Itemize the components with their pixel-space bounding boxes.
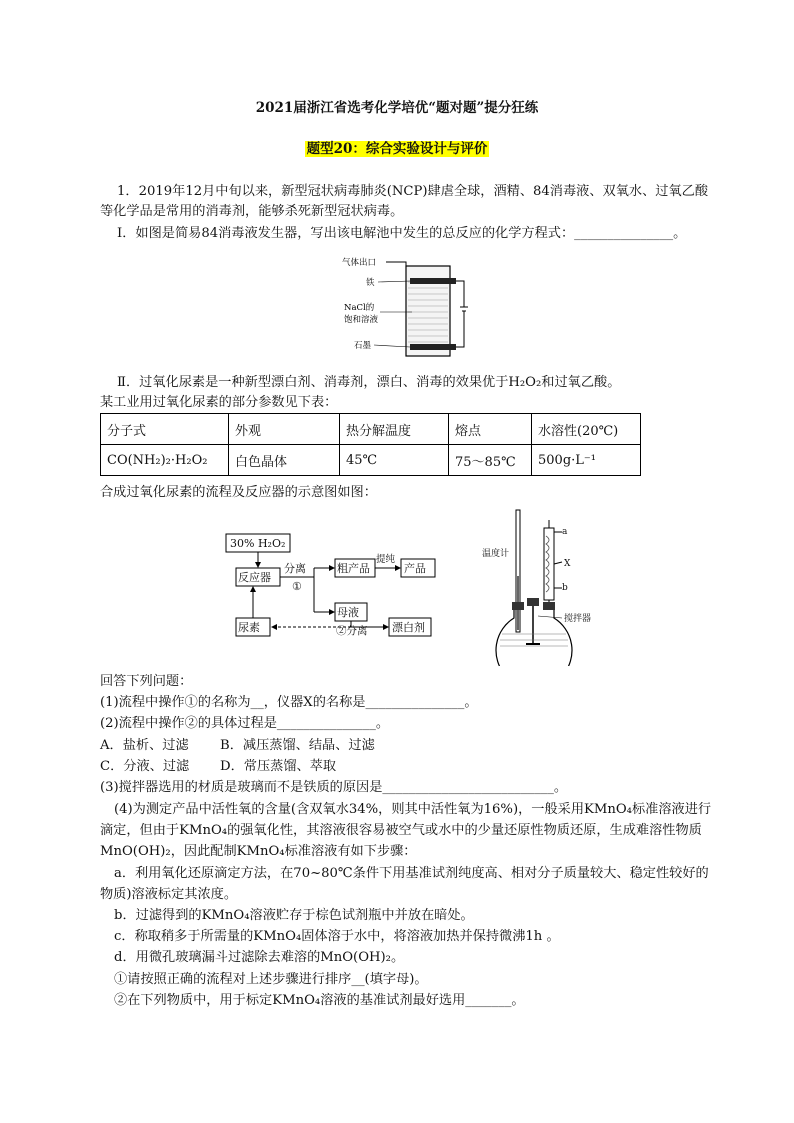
crude-label: 粗产品 <box>337 562 370 575</box>
three-neck-flask <box>496 610 572 666</box>
question-4-line2: 滴定，但由于KMnO₄的强氧化性，其溶液很容易被空气或水中的少量还原性物质还原，生成难溶性物质 <box>100 823 702 838</box>
question-4-line3: MnO(OH)₂，因此配制KMnO₄标准溶液有如下步骤： <box>100 844 417 859</box>
question-4-line1: (4)为测定产品中活性氧的含量(含双氧水34%，则其中活性氧为16%)，一般采用KMnO₄标准溶液进行 <box>114 802 712 817</box>
page-subtitle: 题型20：综合实验设计与评价 <box>306 141 488 157</box>
q1-part1: Ⅰ．如图是简易84消毒液发生器，写出该电解池中发生的总反应的化学方程式：_______________。 <box>117 226 687 241</box>
q1-intro-line2: 等化学品是常用的消毒剂，能够杀死新型冠状病毒。 <box>100 204 404 219</box>
bleach-label: 漂白剂 <box>392 621 425 634</box>
label-b: b <box>562 583 568 593</box>
purify-label: 提纯 <box>376 554 396 565</box>
option-a: A．盐析、过滤 <box>100 738 189 753</box>
option-c: C．分液、过滤 <box>100 759 190 774</box>
h2o2-label: 30% H₂O₂ <box>230 537 286 550</box>
graphite-electrode <box>410 344 456 350</box>
flow-intro: 合成过氧化尿素的流程及反应器的示意图如图： <box>100 485 377 500</box>
subtitle-wrap <box>0 137 794 157</box>
table-header-cell: 熔点 <box>449 414 532 445</box>
gas-tube <box>386 262 406 268</box>
label-nacl-1: NaCl的 <box>344 303 375 313</box>
q1-part2-line2: 某工业用过氧化尿素的部分参数见下表： <box>100 395 338 410</box>
label-graphite: 石墨 <box>354 341 372 351</box>
step-d: d．用微孔玻璃漏斗过滤除去难溶的MnO(OH)₂。 <box>114 950 405 965</box>
label-gas-outlet: 气体出口 <box>342 258 377 268</box>
step-a-line1: a．利用氧化还原滴定方法，在70~80℃条件下用基准试剂纯度高、相对分子质量较大、稳定性较好的 <box>114 866 709 881</box>
table-cell: 白色晶体 <box>229 445 340 476</box>
question-1: (1)流程中操作①的名称为__，仪器X的名称是_______________。 <box>100 695 478 710</box>
answer-intro: 回答下列问题： <box>100 674 193 689</box>
table-cell: 75～85℃ <box>449 445 532 476</box>
table-header-cell: 水溶性(20℃) <box>532 414 641 445</box>
label-x: X <box>564 559 571 569</box>
label-stirrer: 搅拌器 <box>564 614 592 624</box>
option-d: D．常压蒸馏、萃取 <box>220 759 337 774</box>
reactor-apparatus <box>478 506 608 666</box>
reactor-label: 反应器 <box>238 571 271 584</box>
table-header-cell: 热分解温度 <box>340 414 449 445</box>
product-label: 产品 <box>404 562 426 575</box>
question-3: (3)搅拌器选用的材质是玻璃而不是铁质的原因是__________________________。 <box>100 780 568 795</box>
urea-label: 尿素 <box>238 621 260 634</box>
label-a: a <box>562 527 568 537</box>
table-header-cell: 分子式 <box>101 414 229 445</box>
separate2-label: ②分离 <box>336 625 368 637</box>
option-b: B．减压蒸馏、结晶、过滤 <box>220 738 375 753</box>
step-b: b．过滤得到的KMnO₄溶液贮存于棕色试剂瓶中并放在暗处。 <box>114 908 474 923</box>
table-row <box>101 445 641 476</box>
label-thermometer: 温度计 <box>482 549 510 559</box>
mother-label: 母液 <box>337 606 359 619</box>
label-iron: 铁 <box>366 278 375 288</box>
flow-chart <box>222 530 440 642</box>
electrolysis-diagram <box>340 252 470 360</box>
battery-circuit <box>456 281 468 347</box>
table-cell: 500g·L⁻¹ <box>532 445 641 476</box>
table-cell: CO(NH₂)₂·H₂O₂ <box>101 445 229 476</box>
q1-part2-line1: Ⅱ．过氧化尿素是一种新型漂白剂、消毒剂，漂白、消毒的效果优于H₂O₂和过氧乙酸。 <box>117 375 621 390</box>
separate1-label: 分离 <box>284 562 306 575</box>
iron-electrode <box>410 278 456 284</box>
circle1-label: ① <box>292 580 302 593</box>
q1-intro-line1: 1．2019年12月中旬以来，新型冠状病毒肺炎(NCP)肆虐全球，酒精、84消毒液、双氧水、过氧乙酸 <box>117 184 709 199</box>
table-header-row <box>101 414 641 445</box>
label-nacl-2: 饱和溶液 <box>344 315 379 325</box>
page-title: 2021届浙江省选考化学培优“题对题”提分狂练 <box>255 100 539 116</box>
step-a-line2: 物质)溶液标定其浓度。 <box>100 887 238 902</box>
question-2: (2)流程中操作②的具体过程是_______________。 <box>100 716 390 731</box>
step-c: c．称取稍多于所需量的KMnO₄固体溶于水中，将溶液加热并保持微沸1h 。 <box>114 929 560 944</box>
properties-table <box>100 413 641 476</box>
table-cell: 45℃ <box>340 445 449 476</box>
sub-question-2: ②在下列物质中，用于标定KMnO₄溶液的基准试剂最好选用_______。 <box>114 993 525 1008</box>
sub-question-1: ①请按照正确的流程对上述步骤进行排序__(填字母)。 <box>114 972 428 987</box>
table-header-cell: 外观 <box>229 414 340 445</box>
